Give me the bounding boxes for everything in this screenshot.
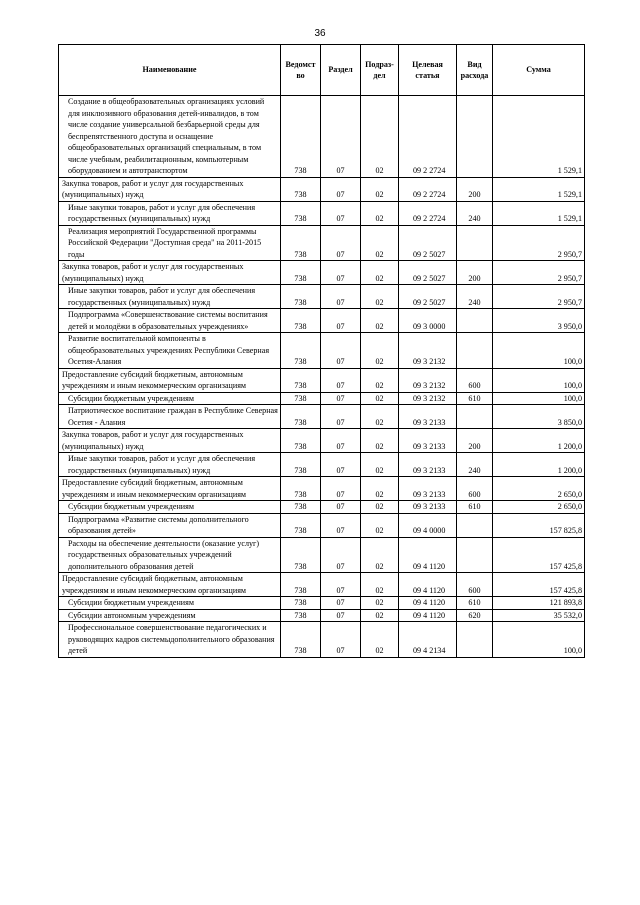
header-celevaya: Целевая статья xyxy=(399,45,457,96)
cell-vid xyxy=(457,513,493,537)
cell-summa: 1 200,0 xyxy=(493,429,585,453)
cell-summa: 157 825,8 xyxy=(493,513,585,537)
cell-name: Субсидии бюджетным учреждениям xyxy=(59,597,281,610)
cell-celevaya: 09 3 2133 xyxy=(399,453,457,477)
cell-podrazdel: 02 xyxy=(361,333,399,369)
cell-vedomstvo: 738 xyxy=(281,225,321,261)
cell-razdel: 07 xyxy=(321,177,361,201)
cell-vedomstvo: 738 xyxy=(281,261,321,285)
table-row xyxy=(59,513,585,537)
cell-podrazdel: 02 xyxy=(361,368,399,392)
cell-summa: 1 529,1 xyxy=(493,96,585,178)
cell-name: Расходы на обеспечение деятельности (оказание услуг) государственных образовательных учреждений дополнительного образования детей xyxy=(59,537,281,573)
cell-podrazdel: 02 xyxy=(361,177,399,201)
cell-vedomstvo: 738 xyxy=(281,429,321,453)
cell-vid: 240 xyxy=(457,285,493,309)
cell-razdel: 07 xyxy=(321,368,361,392)
cell-vedomstvo: 738 xyxy=(281,513,321,537)
cell-celevaya: 09 3 2132 xyxy=(399,368,457,392)
cell-vid: 200 xyxy=(457,177,493,201)
cell-name: Закупка товаров, работ и услуг для государственных (муниципальных) нужд xyxy=(59,177,281,201)
cell-vedomstvo: 738 xyxy=(281,573,321,597)
cell-vid xyxy=(457,333,493,369)
cell-vedomstvo: 738 xyxy=(281,333,321,369)
page-number: 36 xyxy=(314,28,326,39)
cell-summa: 2 950,7 xyxy=(493,261,585,285)
cell-vedomstvo: 738 xyxy=(281,285,321,309)
cell-razdel: 07 xyxy=(321,261,361,285)
budget-table xyxy=(58,44,585,658)
cell-summa: 100,0 xyxy=(493,392,585,405)
cell-summa: 35 532,0 xyxy=(493,609,585,622)
cell-summa: 1 529,1 xyxy=(493,201,585,225)
cell-name: Предоставление субсидий бюджетным, автономным учреждениям и иным некоммерческим организациям xyxy=(59,368,281,392)
cell-podrazdel: 02 xyxy=(361,477,399,501)
table-row xyxy=(59,573,585,597)
cell-razdel: 07 xyxy=(321,225,361,261)
cell-vedomstvo: 738 xyxy=(281,622,321,658)
cell-razdel: 07 xyxy=(321,477,361,501)
cell-vedomstvo: 738 xyxy=(281,368,321,392)
cell-name: Субсидии автономным учреждениям xyxy=(59,609,281,622)
cell-summa: 157 425,8 xyxy=(493,537,585,573)
cell-vedomstvo: 738 xyxy=(281,177,321,201)
table-row xyxy=(59,501,585,514)
cell-summa: 3 850,0 xyxy=(493,405,585,429)
cell-razdel: 07 xyxy=(321,622,361,658)
cell-vedomstvo: 738 xyxy=(281,609,321,622)
cell-vid: 200 xyxy=(457,261,493,285)
table-row xyxy=(59,537,585,573)
cell-celevaya: 09 4 1120 xyxy=(399,597,457,610)
cell-vid xyxy=(457,96,493,178)
cell-summa: 121 893,8 xyxy=(493,597,585,610)
cell-podrazdel: 02 xyxy=(361,96,399,178)
header-vid: Вид расхода xyxy=(457,45,493,96)
cell-vid: 600 xyxy=(457,573,493,597)
cell-podrazdel: 02 xyxy=(361,622,399,658)
cell-podrazdel: 02 xyxy=(361,573,399,597)
cell-vid: 610 xyxy=(457,501,493,514)
cell-celevaya: 09 2 2724 xyxy=(399,96,457,178)
cell-name: Подпрограмма «Совершенствование системы воспитания детей и молодёжи в образовательных учреждениях» xyxy=(59,309,281,333)
cell-name: Субсидии бюджетным учреждениям xyxy=(59,392,281,405)
cell-celevaya: 09 3 2132 xyxy=(399,392,457,405)
table-row xyxy=(59,285,585,309)
table-row xyxy=(59,477,585,501)
cell-name: Субсидии бюджетным учреждениям xyxy=(59,501,281,514)
header-razdel: Раздел xyxy=(321,45,361,96)
cell-podrazdel: 02 xyxy=(361,609,399,622)
cell-razdel: 07 xyxy=(321,609,361,622)
cell-razdel: 07 xyxy=(321,537,361,573)
cell-celevaya: 09 3 0000 xyxy=(399,309,457,333)
table-row xyxy=(59,453,585,477)
cell-summa: 100,0 xyxy=(493,368,585,392)
table-body xyxy=(59,96,585,658)
cell-vid xyxy=(457,225,493,261)
cell-razdel: 07 xyxy=(321,453,361,477)
cell-vid: 610 xyxy=(457,392,493,405)
cell-vedomstvo: 738 xyxy=(281,392,321,405)
cell-name: Иные закупки товаров, работ и услуг для обеспечения государственных (муниципальных) нужд xyxy=(59,453,281,477)
cell-celevaya: 09 3 2133 xyxy=(399,501,457,514)
cell-podrazdel: 02 xyxy=(361,309,399,333)
table-row xyxy=(59,609,585,622)
cell-vedomstvo: 738 xyxy=(281,201,321,225)
cell-vedomstvo: 738 xyxy=(281,501,321,514)
table-row xyxy=(59,429,585,453)
cell-celevaya: 09 2 5027 xyxy=(399,285,457,309)
cell-vid: 620 xyxy=(457,609,493,622)
cell-vid: 240 xyxy=(457,453,493,477)
cell-podrazdel: 02 xyxy=(361,597,399,610)
cell-podrazdel: 02 xyxy=(361,405,399,429)
cell-vid xyxy=(457,405,493,429)
cell-razdel: 07 xyxy=(321,309,361,333)
cell-summa: 2 950,7 xyxy=(493,225,585,261)
cell-name: Предоставление субсидий бюджетным, автономным учреждениям и иным некоммерческим организациям xyxy=(59,573,281,597)
cell-podrazdel: 02 xyxy=(361,429,399,453)
table-row xyxy=(59,333,585,369)
cell-vid xyxy=(457,309,493,333)
header-name: Наименование xyxy=(59,45,281,96)
cell-vedomstvo: 738 xyxy=(281,597,321,610)
cell-name: Предоставление субсидий бюджетным, автономным учреждениям и иным некоммерческим организациям xyxy=(59,477,281,501)
table-row xyxy=(59,201,585,225)
cell-vedomstvo: 738 xyxy=(281,309,321,333)
cell-vedomstvo: 738 xyxy=(281,405,321,429)
cell-vid: 240 xyxy=(457,201,493,225)
cell-name: Закупка товаров, работ и услуг для государственных (муниципальных) нужд xyxy=(59,429,281,453)
cell-vedomstvo: 738 xyxy=(281,477,321,501)
cell-podrazdel: 02 xyxy=(361,285,399,309)
cell-vid: 600 xyxy=(457,477,493,501)
cell-name: Создание в общеобразовательных организациях условий для инклюзивного образования детей-инвалидов, в том числе создание универсальной безбарьерной среды для беспрепятственного доступа и оснащение общеобразовательных организаций специальным, в том числе учебным, реабилитационным, компьютерным оборудованием и автотранспортом xyxy=(59,96,281,178)
header-podrazdel: Подраз- дел xyxy=(361,45,399,96)
cell-razdel: 07 xyxy=(321,392,361,405)
table-row xyxy=(59,368,585,392)
cell-celevaya: 09 2 2724 xyxy=(399,201,457,225)
cell-podrazdel: 02 xyxy=(361,537,399,573)
cell-razdel: 07 xyxy=(321,405,361,429)
table-row xyxy=(59,177,585,201)
cell-vid: 600 xyxy=(457,368,493,392)
table-row xyxy=(59,392,585,405)
cell-name: Патриотическое воспитание граждан в Республике Северная Осетия - Алания xyxy=(59,405,281,429)
cell-summa: 100,0 xyxy=(493,622,585,658)
cell-celevaya: 09 4 2134 xyxy=(399,622,457,658)
cell-razdel: 07 xyxy=(321,96,361,178)
cell-razdel: 07 xyxy=(321,513,361,537)
cell-summa: 2 650,0 xyxy=(493,501,585,514)
cell-summa: 2 950,7 xyxy=(493,285,585,309)
cell-name: Закупка товаров, работ и услуг для государственных (муниципальных) нужд xyxy=(59,261,281,285)
cell-celevaya: 09 2 5027 xyxy=(399,225,457,261)
cell-celevaya: 09 4 0000 xyxy=(399,513,457,537)
table-row xyxy=(59,225,585,261)
cell-podrazdel: 02 xyxy=(361,501,399,514)
cell-summa: 157 425,8 xyxy=(493,573,585,597)
cell-vedomstvo: 738 xyxy=(281,96,321,178)
cell-razdel: 07 xyxy=(321,573,361,597)
cell-name: Профессиональное совершенствование педагогических и руководящих кадров системыдополнительного образования детей xyxy=(59,622,281,658)
cell-razdel: 07 xyxy=(321,501,361,514)
cell-razdel: 07 xyxy=(321,333,361,369)
cell-podrazdel: 02 xyxy=(361,453,399,477)
cell-vid: 610 xyxy=(457,597,493,610)
cell-celevaya: 09 3 2133 xyxy=(399,429,457,453)
table-row xyxy=(59,309,585,333)
cell-podrazdel: 02 xyxy=(361,201,399,225)
cell-celevaya: 09 3 2133 xyxy=(399,477,457,501)
cell-summa: 100,0 xyxy=(493,333,585,369)
cell-razdel: 07 xyxy=(321,201,361,225)
cell-vid xyxy=(457,537,493,573)
cell-podrazdel: 02 xyxy=(361,261,399,285)
cell-name: Подпрограмма «Развитие системы дополнительного образования детей» xyxy=(59,513,281,537)
cell-summa: 1 200,0 xyxy=(493,453,585,477)
cell-celevaya: 09 4 1120 xyxy=(399,537,457,573)
table-row xyxy=(59,261,585,285)
cell-vid xyxy=(457,622,493,658)
cell-razdel: 07 xyxy=(321,429,361,453)
cell-razdel: 07 xyxy=(321,597,361,610)
cell-celevaya: 09 4 1120 xyxy=(399,609,457,622)
table-row xyxy=(59,597,585,610)
cell-celevaya: 09 4 1120 xyxy=(399,573,457,597)
cell-name: Развитие воспитательной компоненты в общеобразовательных учреждениях Республики Северная Осетия-Алания xyxy=(59,333,281,369)
cell-celevaya: 09 2 2724 xyxy=(399,177,457,201)
cell-podrazdel: 02 xyxy=(361,225,399,261)
header-vedomstvo: Ведомст во xyxy=(281,45,321,96)
header-summa: Сумма xyxy=(493,45,585,96)
cell-name: Реализация мероприятий Государственной программы Российской Федерации "Доступная среда" на 2011-2015 годы xyxy=(59,225,281,261)
cell-vedomstvo: 738 xyxy=(281,453,321,477)
table-row xyxy=(59,96,585,178)
cell-celevaya: 09 3 2132 xyxy=(399,333,457,369)
cell-razdel: 07 xyxy=(321,285,361,309)
table-header-row xyxy=(59,45,585,96)
cell-summa: 1 529,1 xyxy=(493,177,585,201)
table-row xyxy=(59,622,585,658)
cell-podrazdel: 02 xyxy=(361,513,399,537)
table-row xyxy=(59,405,585,429)
cell-summa: 3 950,0 xyxy=(493,309,585,333)
cell-summa: 2 650,0 xyxy=(493,477,585,501)
cell-vid: 200 xyxy=(457,429,493,453)
cell-vedomstvo: 738 xyxy=(281,537,321,573)
cell-celevaya: 09 2 5027 xyxy=(399,261,457,285)
cell-celevaya: 09 3 2133 xyxy=(399,405,457,429)
cell-podrazdel: 02 xyxy=(361,392,399,405)
cell-name: Иные закупки товаров, работ и услуг для обеспечения государственных (муниципальных) нужд xyxy=(59,201,281,225)
cell-name: Иные закупки товаров, работ и услуг для обеспечения государственных (муниципальных) нужд xyxy=(59,285,281,309)
